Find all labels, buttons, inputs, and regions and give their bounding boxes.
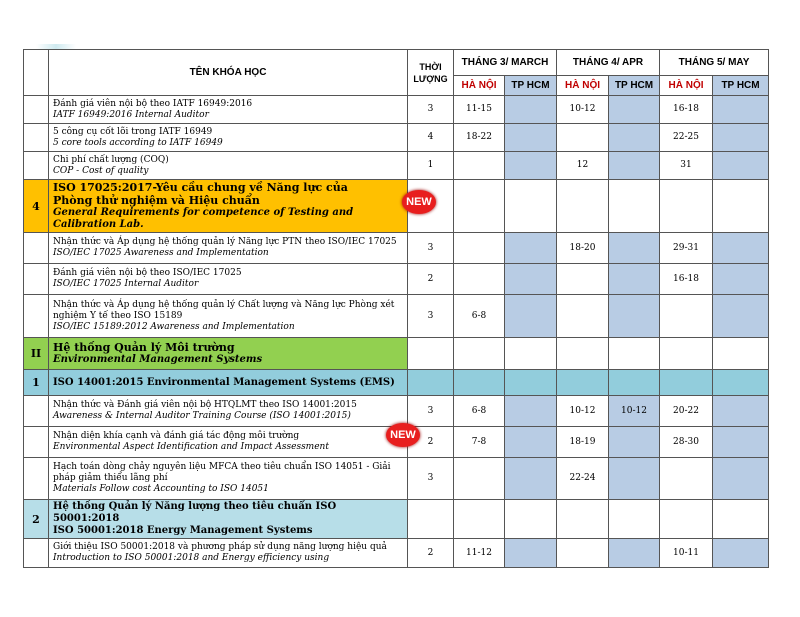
course-name-en: IATF 16949:2016 Internal Auditor bbox=[53, 109, 209, 120]
april-hanoi-date: 18-20 bbox=[557, 233, 609, 264]
section-title-cell bbox=[49, 338, 408, 370]
course-schedule-table bbox=[23, 49, 769, 568]
may-hcm-date bbox=[713, 124, 769, 152]
march-hcm-date bbox=[505, 96, 557, 124]
course-name-en: ISO/IEC 17025 Internal Auditor bbox=[53, 279, 199, 289]
duration-cell: 1 bbox=[408, 152, 454, 180]
course-name-cell bbox=[49, 233, 408, 264]
duration-cell: 3 bbox=[408, 233, 454, 264]
course-name-vi: Đánh giá viên nội bộ theo IATF 16949:2016 bbox=[53, 98, 253, 109]
may-hcm-date bbox=[713, 458, 769, 500]
course-name-en: ISO/IEC 17025 Awareness and Implementation bbox=[53, 248, 269, 258]
course-name-cell bbox=[49, 295, 408, 338]
april-hcm-date bbox=[609, 295, 660, 338]
april-hanoi-date bbox=[557, 264, 609, 295]
may-hcm-date bbox=[713, 427, 769, 458]
section-title-vi: ISO 17025:2017-Yêu cầu chung về Năng lực của Phòng thử nghiệm và Hiệu chuẩn bbox=[53, 181, 348, 207]
course-name-vi: Nhận diện khía cạnh và đánh giá tác động môi trường bbox=[53, 431, 300, 441]
row-num-cell bbox=[24, 295, 49, 338]
section-title-cell bbox=[49, 180, 408, 233]
march-hcm-date bbox=[505, 427, 557, 458]
april-hcm-date: 10-12 bbox=[609, 396, 660, 427]
march-hanoi-date bbox=[454, 458, 505, 500]
course-name-cell bbox=[49, 264, 408, 295]
may-hcm-date bbox=[713, 295, 769, 338]
duration-cell: 2 bbox=[408, 539, 454, 568]
course-row bbox=[24, 539, 769, 568]
march-hanoi-date bbox=[454, 233, 505, 264]
april-hcm-date bbox=[609, 264, 660, 295]
march-hanoi-date: 18-22 bbox=[454, 124, 505, 152]
course-name-en: Environmental Aspect Identification and Impact Assessment bbox=[53, 442, 329, 452]
header-month-april: THÁNG 4/ APR bbox=[557, 50, 660, 76]
new-badge: NEW bbox=[386, 423, 420, 447]
march-hanoi-date: 11-12 bbox=[454, 539, 505, 568]
course-name-cell bbox=[49, 427, 408, 458]
header-row-months bbox=[24, 50, 769, 76]
may-hcm-date bbox=[713, 396, 769, 427]
course-name-en: COP - Cost of quality bbox=[53, 165, 149, 176]
course-name-en: Awareness & Internal Auditor Training Course (ISO 14001:2015) bbox=[53, 411, 351, 421]
may-hanoi-date: 16-18 bbox=[660, 96, 713, 124]
april-hcm-date bbox=[609, 96, 660, 124]
section-number: 1 bbox=[24, 370, 49, 396]
april-hanoi-date: 10-12 bbox=[557, 396, 609, 427]
course-name-en: ISO/IEC 15189:2012 Awareness and Implementation bbox=[53, 321, 295, 332]
section-title-en: Environmental Management Systems bbox=[53, 354, 263, 365]
section-row bbox=[24, 338, 769, 370]
april-hcm-date bbox=[609, 427, 660, 458]
header-month-march: THÁNG 3/ MARCH bbox=[454, 50, 557, 76]
april-hcm-date bbox=[609, 233, 660, 264]
course-name-vi: Đánh giá viên nội bộ theo ISO/IEC 17025 bbox=[53, 268, 242, 278]
march-hanoi-date: 6-8 bbox=[454, 295, 505, 338]
new-badge: NEW bbox=[402, 190, 436, 214]
april-hanoi-date bbox=[557, 539, 609, 568]
duration-cell: 2 bbox=[408, 264, 454, 295]
april-hanoi-date bbox=[557, 295, 609, 338]
section-title-vi: Hệ thống Quản lý Năng lượng theo tiêu chuẩn ISO 50001:2018 bbox=[53, 501, 337, 524]
section-title-en: General Requirements for competence of Testing and Calibration Lab. bbox=[53, 207, 354, 230]
april-hcm-date bbox=[609, 458, 660, 500]
march-hcm-date bbox=[505, 233, 557, 264]
may-hcm-date bbox=[713, 96, 769, 124]
course-name-cell bbox=[49, 96, 408, 124]
may-hcm-date bbox=[713, 233, 769, 264]
section-title-cell bbox=[49, 370, 408, 396]
may-hanoi-date: 22-25 bbox=[660, 124, 713, 152]
march-hcm-date bbox=[505, 124, 557, 152]
march-hcm-date bbox=[505, 152, 557, 180]
course-name-cell bbox=[49, 539, 408, 568]
course-name-vi: Nhận thức và Đánh giá viên nội bộ HTQLMT theo ISO 14001:2015 bbox=[53, 400, 357, 410]
april-hanoi-date: 18-19 bbox=[557, 427, 609, 458]
duration-cell: 4 bbox=[408, 124, 454, 152]
course-name-vi: 5 công cụ cốt lõi trong IATF 16949 bbox=[53, 126, 213, 137]
may-hanoi-date bbox=[660, 295, 713, 338]
section-number: 4 bbox=[24, 180, 49, 233]
row-num-cell bbox=[24, 96, 49, 124]
course-name-cell bbox=[49, 458, 408, 500]
may-hcm-date bbox=[713, 264, 769, 295]
section-title-vi: ISO 14001:2015 Environmental Management Systems (EMS) bbox=[53, 377, 395, 388]
section-title-cell bbox=[49, 500, 408, 539]
city-hanoi-april: HÀ NỘI bbox=[557, 76, 609, 96]
march-hanoi-date: 11-15 bbox=[454, 96, 505, 124]
duration-cell: 3 bbox=[408, 96, 454, 124]
course-name-en: Materials Follow cost Accounting to ISO 14051 bbox=[53, 484, 269, 494]
march-hanoi-date bbox=[454, 152, 505, 180]
course-name-vi: Chi phí chất lượng (COQ) bbox=[53, 154, 169, 165]
course-name-en: Introduction to ISO 50001:2018 and Energy efficiency using bbox=[53, 553, 330, 563]
section-number: 2 bbox=[24, 500, 49, 539]
march-hcm-date bbox=[505, 396, 557, 427]
section-title-vi: Hệ thống Quản lý Môi trường bbox=[53, 341, 235, 354]
course-name-cell bbox=[49, 396, 408, 427]
course-name-vi: Nhận thức và Áp dụng hệ thống quản lý Chất lượng và Năng lực Phòng xét nghiệm Y tế theo ISO 15189 bbox=[53, 299, 395, 321]
april-hanoi-date bbox=[557, 124, 609, 152]
march-hanoi-date: 6-8 bbox=[454, 396, 505, 427]
april-hcm-date bbox=[609, 539, 660, 568]
march-hcm-date bbox=[505, 295, 557, 338]
course-name-cell bbox=[49, 124, 408, 152]
course-row bbox=[24, 152, 769, 180]
city-hcm-may: TP HCM bbox=[713, 76, 769, 96]
may-hanoi-date: 31 bbox=[660, 152, 713, 180]
row-num-cell bbox=[24, 124, 49, 152]
header-course-name: TÊN KHÓA HỌC bbox=[49, 50, 408, 96]
city-hanoi-march: HÀ NỘI bbox=[454, 76, 505, 96]
row-num-cell bbox=[24, 539, 49, 568]
city-hanoi-may: HÀ NỘI bbox=[660, 76, 713, 96]
row-num-cell bbox=[24, 264, 49, 295]
april-hanoi-date: 10-12 bbox=[557, 96, 609, 124]
duration-cell: 3 bbox=[408, 396, 454, 427]
duration-cell: 3 bbox=[408, 458, 454, 500]
header-duration: THỜI LƯỢNG bbox=[408, 50, 454, 96]
course-row bbox=[24, 96, 769, 124]
section-row bbox=[24, 370, 769, 396]
course-row bbox=[24, 124, 769, 152]
row-num-cell bbox=[24, 396, 49, 427]
march-hcm-date bbox=[505, 458, 557, 500]
section-title-en: ISO 50001:2018 Energy Management Systems bbox=[53, 525, 313, 536]
duration-cell: 3 bbox=[408, 295, 454, 338]
row-num-cell bbox=[24, 152, 49, 180]
section-row bbox=[24, 500, 769, 539]
course-row bbox=[24, 458, 769, 500]
city-hcm-april: TP HCM bbox=[609, 76, 660, 96]
march-hanoi-date: 7-8 bbox=[454, 427, 505, 458]
may-hanoi-date bbox=[660, 458, 713, 500]
course-name-vi: Hạch toán dòng chảy nguyên liệu MFCA theo tiêu chuẩn ISO 14051 - Giải pháp giảm thiểu lãng phí bbox=[53, 462, 391, 483]
course-row bbox=[24, 264, 769, 295]
april-hanoi-date: 12 bbox=[557, 152, 609, 180]
may-hanoi-date: 16-18 bbox=[660, 264, 713, 295]
course-row bbox=[24, 396, 769, 427]
section-number: II bbox=[24, 338, 49, 370]
row-num-cell bbox=[24, 458, 49, 500]
header-num-cell bbox=[24, 50, 49, 96]
may-hcm-date bbox=[713, 152, 769, 180]
march-hanoi-date bbox=[454, 264, 505, 295]
may-hanoi-date: 10-11 bbox=[660, 539, 713, 568]
may-hanoi-date: 29-31 bbox=[660, 233, 713, 264]
course-name-vi: Giới thiệu ISO 50001:2018 và phương pháp sử dụng năng lượng hiệu quả bbox=[53, 542, 387, 552]
row-num-cell bbox=[24, 427, 49, 458]
course-name-en: 5 core tools according to IATF 16949 bbox=[53, 137, 223, 148]
may-hanoi-date: 20-22 bbox=[660, 396, 713, 427]
march-hcm-date bbox=[505, 264, 557, 295]
city-hcm-march: TP HCM bbox=[505, 76, 557, 96]
row-num-cell bbox=[24, 233, 49, 264]
section-row bbox=[24, 180, 769, 233]
course-row bbox=[24, 233, 769, 264]
may-hcm-date bbox=[713, 539, 769, 568]
april-hanoi-date: 22-24 bbox=[557, 458, 609, 500]
may-hanoi-date: 28-30 bbox=[660, 427, 713, 458]
course-name-vi: Nhận thức và Áp dụng hệ thống quản lý Năng lực PTN theo ISO/IEC 17025 bbox=[53, 237, 397, 247]
course-row bbox=[24, 295, 769, 338]
header-month-may: THÁNG 5/ MAY bbox=[660, 50, 769, 76]
duration-cell: 2 bbox=[408, 427, 454, 458]
april-hcm-date bbox=[609, 124, 660, 152]
march-hcm-date bbox=[505, 539, 557, 568]
april-hcm-date bbox=[609, 152, 660, 180]
course-name-cell bbox=[49, 152, 408, 180]
